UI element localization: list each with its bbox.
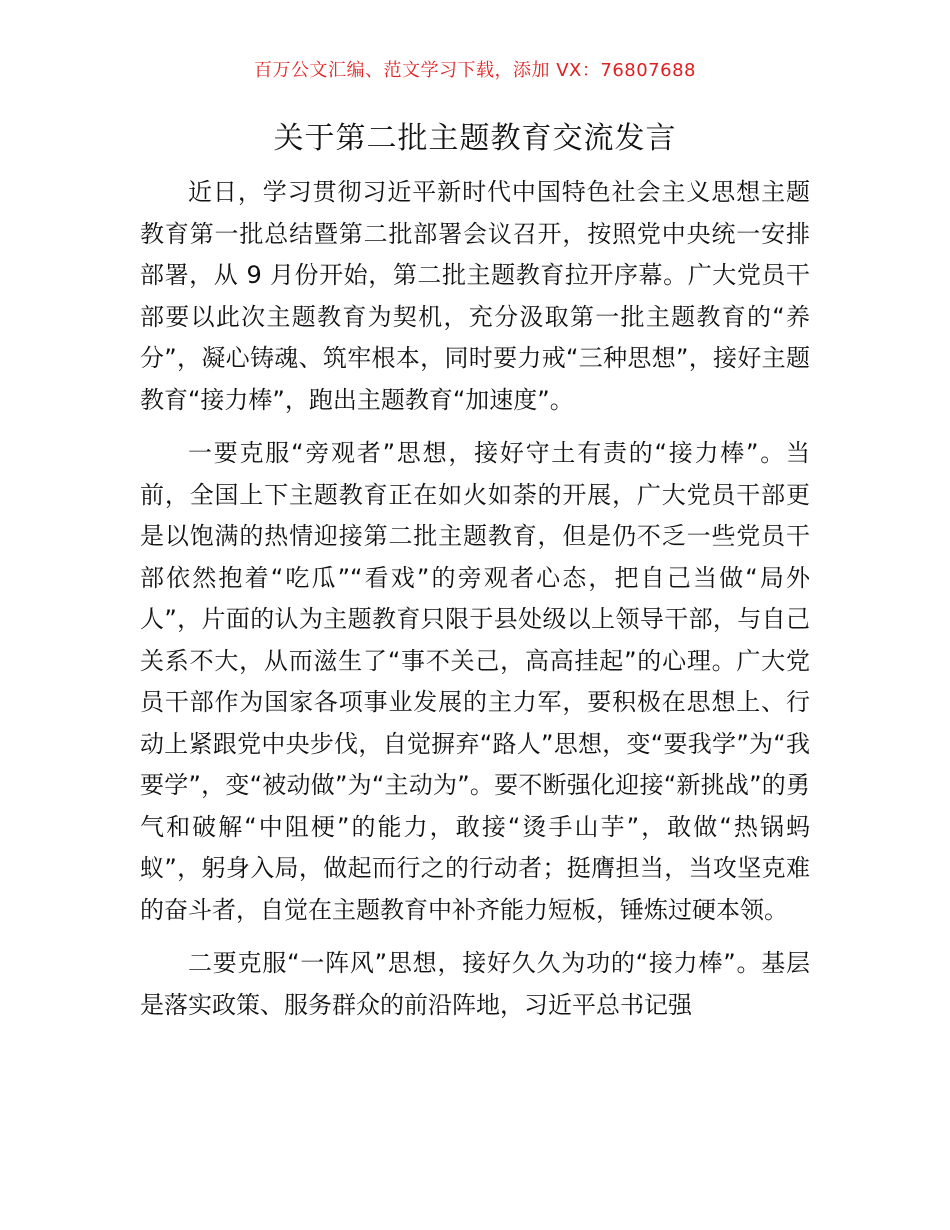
- header-watermark-note: 百万公文汇编、范文学习下载，添加 VX：76807688: [254, 60, 696, 81]
- body-paragraph-2: 一要克服“旁观者”思想，接好守土有责的“接力棒”。当前，全国上下主题教育正在如火如荼的开展，广大党员干部更是以饱满的热情迎接第二批主题教育，但是仍不乏一些党员干部依然抱着“吃瓜”“看戏”的旁观者心态，把自己当做“局外人”，片面的认为主题教育只限于县处级以上领导干部，与自己关系不大，从而滋生了“事不关己，高高挂起”的心理。广大党员干部作为国家各项事业发展的主力军，要积极在思想上、行动上紧跟党中央步伐，自觉摒弃“路人”思想，变“要我学”为“我要学”，变“被动做”为“主动为”。要不断强化迎接“新挑战”的勇气和破解“中阻梗”的能力，敢接“烫手山芋”，敢做“热锅蚂蚁”，躬身入局，做起而行之的行动者；挺膺担当，当攻坚克难的奋斗者，自觉在主题教育中补齐能力短板，锤炼过硬本领。: [140, 439, 810, 924]
- document-body: [140, 172, 810, 1038]
- body-paragraph-1: 近日，学习贯彻习近平新时代中国特色社会主义思想主题教育第一批总结暨第二批部署会议召开，按照党中央统一安排部署，从 9 月份开始，第二批主题教育拉开序幕。广大党员干部要以此次主题教育为契机，充分汲取第一批主题教育的“养分”，凝心铸魂、筑牢根本，同时要力戒“三种思想”，接好主题教育“接力棒”，跑出主题教育“加速度”。: [140, 178, 810, 414]
- document-title: 关于第二批主题教育交流发言: [273, 121, 677, 156]
- body-paragraph-3: 二要克服“一阵风”思想，接好久久为功的“接力棒”。基层是落实政策、服务群众的前沿阵地，习近平总书记强: [140, 949, 810, 1019]
